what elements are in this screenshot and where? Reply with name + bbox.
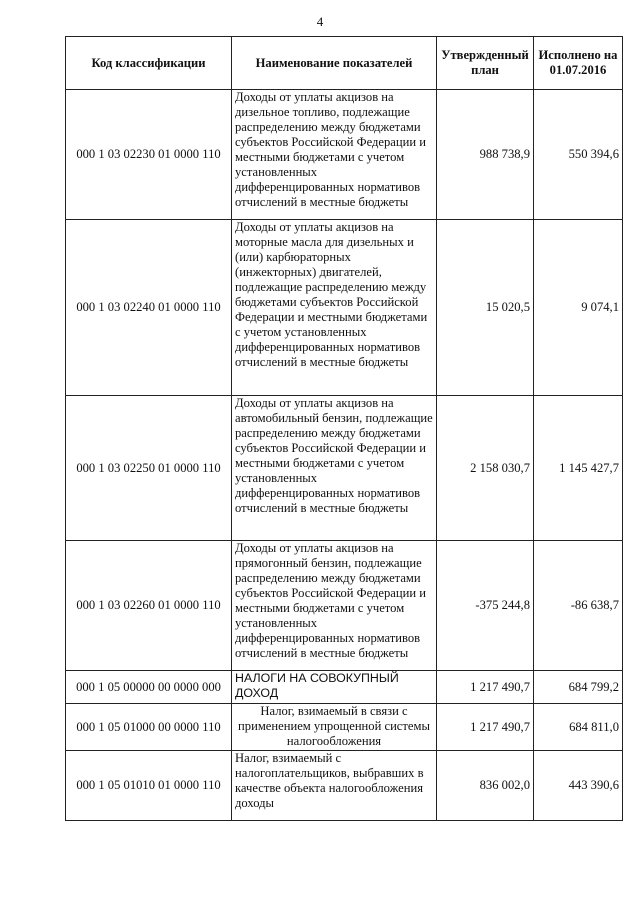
row-code: 000 1 05 01000 00 0000 110 — [66, 704, 232, 751]
row-code: 000 1 03 02250 01 0000 110 — [66, 396, 232, 541]
row-plan: 836 002,0 — [437, 751, 534, 821]
row-plan: 988 738,9 — [437, 90, 534, 220]
table-row — [66, 396, 623, 541]
row-name: Налог, взимаемый с налогоплательщиков, выбравших в качестве объекта налогообложения доходы — [232, 751, 437, 821]
row-executed: -86 638,7 — [534, 541, 623, 671]
row-plan: 15 020,5 — [437, 220, 534, 396]
row-plan: 1 217 490,7 — [437, 704, 534, 751]
table-row — [66, 90, 623, 220]
table-row — [66, 671, 623, 704]
row-plan: 1 217 490,7 — [437, 671, 534, 704]
row-name: Доходы от уплаты акцизов на прямогонный бензин, подлежащие распределению между бюджетами субъектов Российской Федерации и местными бюджетами с учетом установленных дифференцированных нормативов отчислений в местные бюджеты — [232, 541, 437, 671]
row-name: Доходы от уплаты акцизов на моторные масла для дизельных и (или) карбюраторных (инжекторных) двигателей, подлежащие распределению между бюджетами субъектов Российской Федерации и местными бюджетами с учетом установленных дифференцированных нормативов отчислений в местные бюджеты — [232, 220, 437, 396]
table-row — [66, 751, 623, 821]
header-executed: Исполнено на 01.07.2016 — [534, 37, 623, 90]
header-indicator-name: Наименование показателей — [232, 37, 437, 90]
table-row — [66, 704, 623, 751]
row-executed: 443 390,6 — [534, 751, 623, 821]
row-code: 000 1 03 02230 01 0000 110 — [66, 90, 232, 220]
row-executed: 684 799,2 — [534, 671, 623, 704]
row-code: 000 1 03 02240 01 0000 110 — [66, 220, 232, 396]
row-code: 000 1 05 01010 01 0000 110 — [66, 751, 232, 821]
page-number: 4 — [316, 14, 324, 29]
row-code: 000 1 03 02260 01 0000 110 — [66, 541, 232, 671]
row-name: Налог, взимаемый в связи с применением упрощенной системы налогообложения — [232, 704, 437, 751]
row-plan: 2 158 030,7 — [437, 396, 534, 541]
row-plan: -375 244,8 — [437, 541, 534, 671]
row-name: Доходы от уплаты акцизов на дизельное топливо, подлежащие распределению между бюджетами субъектов Российской Федерации и местными бюджетами с учетом установленных дифференцированных нормативов отчислений в местные бюджеты — [232, 90, 437, 220]
row-name: НАЛОГИ НА СОВОКУПНЫЙ ДОХОД — [232, 671, 437, 704]
header-approved-plan: Утвержденный план — [437, 37, 534, 90]
row-executed: 1 145 427,7 — [534, 396, 623, 541]
table-header-row — [66, 37, 623, 90]
budget-revenue-table — [65, 36, 623, 821]
header-classification-code: Код классификации — [66, 37, 232, 90]
row-executed: 684 811,0 — [534, 704, 623, 751]
row-code: 000 1 05 00000 00 0000 000 — [66, 671, 232, 704]
table-row — [66, 220, 623, 396]
row-name: Доходы от уплаты акцизов на автомобильный бензин, подлежащие распределению между бюджетами субъектов Российской Федерации и местными бюджетами с учетом установленных дифференцированных нормативов отчислений в местные бюджеты — [232, 396, 437, 541]
row-executed: 550 394,6 — [534, 90, 623, 220]
row-executed: 9 074,1 — [534, 220, 623, 396]
table-row — [66, 541, 623, 671]
